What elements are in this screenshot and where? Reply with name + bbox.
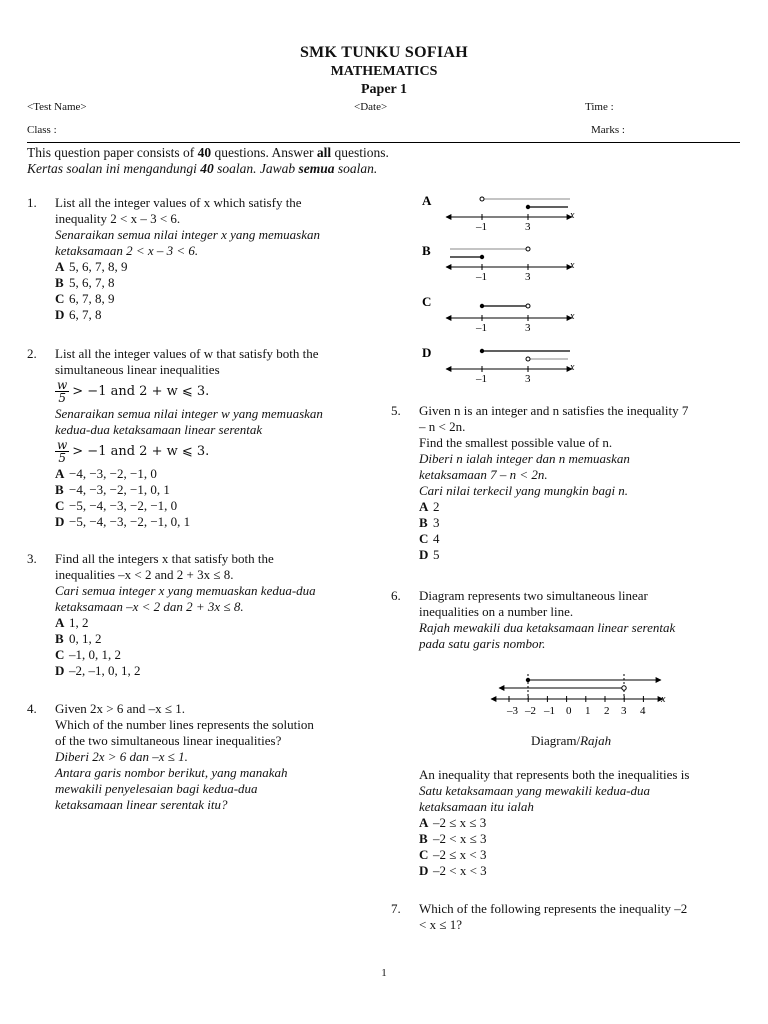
tick-label: –2: [525, 705, 536, 717]
option-a: A 2: [419, 499, 440, 514]
tick-label: 3: [525, 373, 531, 385]
tick-label: –1: [476, 221, 487, 233]
tick-label: 3: [525, 322, 531, 334]
question-text-en: inequalities on a number line.: [419, 604, 574, 619]
header-divider: [27, 142, 740, 143]
option-d: D –2 < x < 3: [419, 863, 487, 878]
option-c: C −5, −4, −3, −2, −1, 0: [55, 498, 178, 513]
question-text-ms: Antara garis nombor berikut, yang manakah: [55, 765, 288, 780]
option-c-label: C: [422, 294, 432, 309]
option-c: C –1, 0, 1, 2: [55, 647, 121, 662]
tick-label: –1: [476, 271, 487, 283]
option-a: A −4, −3, −2, −1, 0: [55, 466, 157, 481]
open-circle: [622, 686, 626, 690]
instructions-en: This question paper consists of 40 questions. Answer all questions.: [27, 145, 389, 160]
tick-label: 0: [566, 705, 572, 717]
question-text-en: Given 2x > 6 and –x ≤ 1.: [55, 701, 186, 716]
question-text-ms: pada satu garis nombor.: [419, 636, 546, 651]
instructions: [27, 145, 389, 177]
question-text-en: inequality 2 < x – 3 < 6.: [55, 211, 181, 226]
number-line-d: [422, 345, 575, 385]
closed-circle: [526, 678, 530, 682]
time-label: Time :: [585, 101, 614, 113]
tick-label: 4: [640, 705, 646, 717]
option-b: B −4, −3, −2, −1, 0, 1: [55, 482, 170, 497]
question-text-ms: Rajah mewakili dua ketaksamaan linear serentak: [419, 620, 676, 635]
open-circle: [526, 304, 530, 308]
option-b: B 3: [419, 515, 440, 530]
fraction: $\frac{w}{5}$: [57, 378, 68, 405]
open-circle: [526, 247, 530, 251]
question-text-ms: ketaksamaan 2 < x – 3 < 6.: [55, 243, 199, 258]
open-circle: [480, 197, 484, 201]
subject-title: MATHEMATICS: [330, 64, 438, 79]
tick-label: 2: [604, 705, 610, 717]
question-text-ms: Diberi n ialah integer dan n memuaskan: [419, 451, 630, 466]
open-circle: [526, 357, 530, 361]
question-number: 1.: [27, 195, 37, 210]
question-number: 7.: [391, 901, 401, 916]
q4-number-lines: [418, 190, 588, 390]
question-text-ms: Satu ketaksamaan yang mewakili kedua-dua: [419, 783, 651, 798]
diagram-caption: Diagram/Rajah: [531, 733, 612, 748]
question-text-ms: ketaksamaan itu ialah: [419, 799, 534, 814]
question-6-prompt: [419, 767, 749, 879]
fraction: $\frac{w}{5}$: [57, 438, 68, 465]
question-text-en: simultaneous linear inequalities: [55, 362, 220, 377]
class-label: Class :: [27, 124, 57, 136]
option-b: B 5, 6, 7, 8: [55, 275, 115, 290]
closed-circle: [480, 304, 484, 308]
option-d: D 5: [419, 547, 440, 562]
axis-variable: x: [570, 260, 575, 271]
axis-variable: x: [570, 210, 575, 221]
tick-label: 3: [525, 271, 531, 283]
question-text-en: Given n is an integer and n satisfies the inequality 7: [419, 403, 689, 418]
closed-circle: [480, 349, 484, 353]
tick-label: –3: [507, 705, 518, 717]
question-text-ms: Senaraikan semua nilai integer w yang memuaskan: [55, 406, 323, 421]
option-c: C –2 ≤ x < 3: [419, 847, 487, 862]
question-text-en: Find the smallest possible value of n.: [419, 435, 613, 450]
inequality-expression: $\frac{w}{5}$ > −1 and 2 + w ⩽ 3.: [57, 378, 210, 405]
option-c: C 6, 7, 8, 9: [55, 291, 115, 306]
question-text-ms: kedua-dua ketaksamaan linear serentak: [55, 422, 263, 437]
option-d-label: D: [422, 345, 432, 360]
q6-number-line-diagram: [485, 668, 675, 720]
tick-label: 1: [585, 705, 591, 717]
test-name-field: <Test Name>: [27, 101, 87, 113]
option-d: D 6, 7, 8: [55, 307, 102, 322]
tick-label: –1: [476, 322, 487, 334]
option-a: A 1, 2: [55, 615, 89, 630]
page-number: 1: [381, 967, 387, 979]
question-text-ms: ketaksamaan linear serentak itu?: [55, 797, 228, 812]
question-text-en: List all the integer values of x which satisfy the: [55, 195, 302, 210]
question-text-ms: Diberi 2x > 6 dan –x ≤ 1.: [55, 749, 188, 764]
inequality-expression: $\frac{w}{5}$ > −1 and 2 + w ⩽ 3.: [57, 438, 210, 465]
question-number: 5.: [391, 403, 401, 418]
option-a-label: A: [422, 193, 432, 208]
question-text-en: Diagram represents two simultaneous linear: [419, 588, 648, 603]
tick-label: –1: [476, 373, 487, 385]
question-number: 3.: [27, 551, 37, 566]
question-text-en: inequalities –x < 2 and 2 + 3x ≤ 8.: [55, 567, 234, 582]
question-text-ms: Senaraikan semua nilai integer x yang memuaskan: [55, 227, 321, 242]
tick-label: –1: [544, 705, 555, 717]
question-text-en: An inequality that represents both the inequalities is: [419, 767, 690, 782]
option-b: B 0, 1, 2: [55, 631, 102, 646]
number-line-b: [422, 243, 575, 283]
school-name: SMK TUNKU SOFIAH: [299, 44, 469, 61]
number-line-a: [422, 193, 575, 233]
paper-label: Paper 1: [360, 82, 407, 97]
tick-label: 3: [621, 705, 627, 717]
question-text-en: < x ≤ 1?: [419, 917, 462, 932]
option-d: D −5, −4, −3, −2, −1, 0, 1: [55, 514, 191, 529]
question-text-ms: Cari nilai terkecil yang mungkin bagi n.: [419, 483, 629, 498]
question-text-en: Which of the number lines represents the solution: [55, 717, 314, 732]
axis-variable: x: [661, 694, 666, 705]
option-d: D –2, –1, 0, 1, 2: [55, 663, 141, 678]
question-text-en: Find all the integers x that satisfy both the: [55, 551, 274, 566]
axis-variable: x: [570, 311, 575, 322]
instructions-ms: Kertas soalan ini mengandungi 40 soalan. Jawab semua soalan.: [27, 161, 378, 176]
axis-variable: x: [570, 362, 575, 373]
question-text-en: List all the integer values of w that satisfy both the: [55, 346, 319, 361]
question-text-ms: Cari semua integer x yang memuaskan kedua-dua: [55, 583, 316, 598]
question-number: 2.: [27, 346, 37, 361]
option-c: C 4: [419, 531, 440, 546]
date-field: <Date>: [354, 101, 388, 113]
closed-circle: [526, 205, 530, 209]
question-text-ms: mewakili penyelesaian bagi kedua-dua: [55, 781, 258, 796]
option-a: A 5, 6, 7, 8, 9: [55, 259, 128, 274]
marks-label: Marks :: [591, 124, 625, 136]
question-text-ms: ketaksamaan 7 – n < 2n.: [419, 467, 548, 482]
question-text-en: Which of the following represents the inequality –2: [419, 901, 688, 916]
tick-label: 3: [525, 221, 531, 233]
question-text-en: of the two simultaneous linear inequalities?: [55, 733, 282, 748]
number-line-c: [422, 294, 575, 334]
question-number: 6.: [391, 588, 401, 603]
question-text-ms: ketaksamaan –x < 2 dan 2 + 3x ≤ 8.: [55, 599, 244, 614]
option-b-label: B: [422, 243, 431, 258]
closed-circle: [480, 255, 484, 259]
question-number: 4.: [27, 701, 37, 716]
question-text-en: – n < 2n.: [419, 419, 466, 434]
option-a: A –2 ≤ x ≤ 3: [419, 815, 487, 830]
option-b: B –2 < x ≤ 3: [419, 831, 487, 846]
